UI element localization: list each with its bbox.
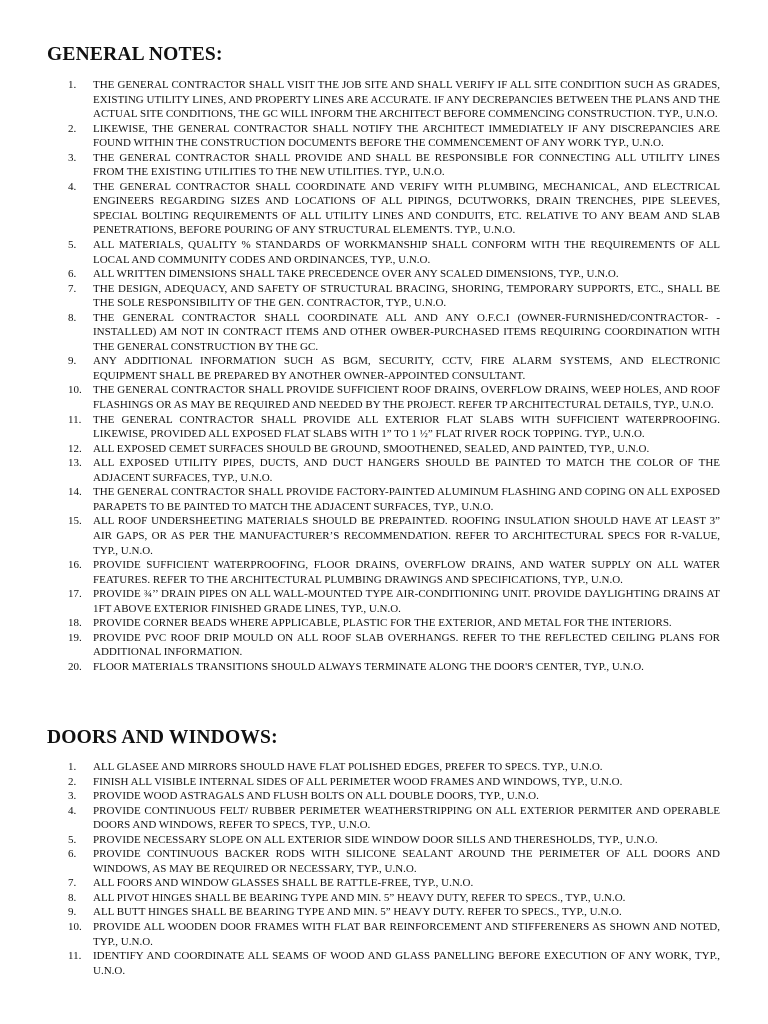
note-item (0, 456, 768, 485)
note-item (0, 267, 768, 282)
note-number: 3. (68, 790, 77, 803)
note-text: ALL GLASEE AND MIRRORS SHOULD HAVE FLAT POLISHED EDGES, PREFER TO SPECS. TYP., U.N.O. (93, 761, 603, 773)
note-number: 7. (68, 282, 77, 295)
note-text: THE GENERAL CONTRACTOR SHALL PROVIDE SUFFICIENT ROOF DRAINS, OVERFLOW DRAINS, WEEP HOLES, AND ROOF FLASHINGS OR AS MAY BE REQUIRED AND NEEDED BY THE PROJECT. REFER TP ARCHITECTURAL DETAILS, TYP., U.N.O. (93, 384, 720, 412)
note-item (0, 311, 768, 355)
note-item (0, 833, 768, 848)
note-text: PROVIDE PVC ROOF DRIP MOULD ON ALL ROOF SLAB OVERHANGS. REFER TO THE REFLECTED CEILING PLANS FOR ADDITIONAL INFORMATION. (93, 631, 720, 659)
note-text: ALL WRITTEN DIMENSIONS SHALL TAKE PRECEDENCE OVER ANY SCALED DIMENSIONS, TYP., U.N.O. (93, 268, 619, 281)
note-number: 1. (68, 79, 77, 91)
note-number: 4. (68, 804, 77, 817)
note-text: PROVIDE CONTINUOUS BACKER RODS WITH SILICONE SEALANT AROUND THE PERIMETER OF ALL DOORS AND WINDOWS, AS MAY BE REQUIRED OR NECESSARY, TYP., U.N.O. (93, 848, 720, 875)
note-text: ALL EXPOSED CEMET SURFACES SHOULD BE GROUND, SMOOTHENED, SEALED, AND PAINTED, TYP., U.N.O. (93, 442, 650, 455)
note-number: 9. (68, 906, 77, 919)
note-number: 10. (68, 384, 82, 397)
note-text: THE GENERAL CONTRACTOR SHALL VISIT THE JOB SITE AND SHALL VERIFY IF ALL SITE CONDITION SUCH AS GRADES, EXISTING UTILITY LINES, AND PROPERTY LINES ARE ACCURATE. IF ANY DECREPANCIES BETWEEN THE PLANS AND THE ACTUAL SITE CONDITIONS, THE GC WILL INFORM THE ARCHITECT BEFORE COMMENCING CONSTRUCTION. TYP., U.N.O. (93, 79, 720, 121)
note-item (0, 558, 768, 587)
note-number: 8. (68, 891, 77, 904)
note-item (0, 587, 768, 616)
note-text: ALL ROOF UNDERSHEETING MATERIALS SHOULD BE PREPAINTED. ROOFING INSULATION SHOULD HAVE AT LEAST 3” AIR GAPS, OR AS PER THE MANUFACTURER’S RECOMMENDATION. REFER TO ARCHITECTURAL SPECS FOR R-VALUE, TYP., U.N.O. (93, 515, 720, 557)
note-number: 19. (68, 631, 82, 644)
doors-windows-list (0, 760, 768, 978)
note-text: IDENTIFY AND COORDINATE ALL SEAMS OF WOOD AND GLASS PANELLING BEFORE EXECUTION OF ANY WORK, TYP., U.N.O. (93, 950, 720, 977)
note-number: 11. (68, 950, 82, 963)
note-item (0, 616, 768, 631)
note-text: LIKEWISE, THE GENERAL CONTRACTOR SHALL NOTIFY THE ARCHITECT IMMEDIATELY IF ANY DISCREPANCIES ARE FOUND WITHIN THE CONSTRUCTION DOCUMENTS BEFORE THE COMMENCEMENT OF ANY WORK TYP., U.N.O. (93, 122, 720, 150)
note-item (0, 760, 768, 775)
note-item (0, 78, 768, 122)
note-text: PROVIDE WOOD ASTRAGALS AND FLUSH BOLTS ON ALL DOUBLE DOORS, TYP., U.N.O. (93, 790, 539, 803)
note-text: ALL PIVOT HINGES SHALL BE BEARING TYPE AND MIN. 5” HEAVY DUTY, REFER TO SPECS., TYP., U.N.O. (93, 891, 626, 904)
note-item (0, 413, 768, 442)
note-number: 2. (68, 775, 77, 788)
note-item (0, 789, 768, 804)
note-item (0, 354, 768, 383)
doors-windows-heading: DOORS AND WINDOWS: (47, 727, 278, 748)
note-item (0, 660, 768, 675)
note-number: 7. (68, 877, 77, 890)
note-text: ANY ADDITIONAL INFORMATION SUCH AS BGM, SECURITY, CCTV, FIRE ALARM SYSTEMS, AND ELECTRONIC EQUIPMENT SHALL BE PREPARED BY ANOTHER OWNER-APPOINTED CONSULTANT. (93, 355, 720, 382)
note-number: 17. (68, 588, 82, 601)
note-number: 14. (68, 486, 82, 499)
note-text: PROVIDE ALL WOODEN DOOR FRAMES WITH FLAT BAR REINFORCEMENT AND STIFFERENERS AS SHOWN AND NOTED, TYP., U.N.O. (93, 921, 720, 948)
note-item (0, 514, 768, 558)
note-item (0, 180, 768, 238)
note-item (0, 920, 768, 949)
note-number: 3. (68, 151, 77, 164)
note-number: 15. (68, 515, 82, 528)
note-text: THE GENERAL CONTRACTOR SHALL COORDINATE ALL AND ANY O.F.C.I (OWNER-FURNISHED/CONTRACTOR- - INSTALLED) AM NOT IN CONTRACT ITEMS AND OTHER OWBER-PURCHASED ITEMS REQUIRING COORDINATION WITH THE GENERAL CONSTRUCTION BY THE GC. (93, 311, 720, 353)
note-number: 12. (68, 442, 82, 455)
note-number: 5. (68, 239, 77, 252)
note-item (0, 905, 768, 920)
note-text: FINISH ALL VISIBLE INTERNAL SIDES OF ALL PERIMETER WOOD FRAMES AND WINDOWS, TYP., U.N.O. (93, 775, 623, 788)
note-number: 2. (68, 122, 77, 135)
note-item (0, 891, 768, 906)
note-number: 16. (68, 559, 82, 572)
note-number: 9. (68, 355, 77, 368)
note-text: THE DESIGN, ADEQUACY, AND SAFETY OF STRUCTURAL BRACING, SHORING, TEMPORARY SUPPORTS, ETC., SHALL BE THE SOLE RESPONSIBILITY OF THE GEN. CONTRACTOR, TYP., U.N.O. (93, 282, 720, 310)
note-text: THE GENERAL CONTRACTOR SHALL COORDINATE AND VERIFY WITH PLUMBING, MECHANICAL, AND ELECTRICAL ENGINEERS REGARDING SIZES AND LOCATIONS OF ALL PIPINGS, DCUTWORKS, DRAIN TRENCHES, PIPE SLEEVES, SPECIAL BOLTING REQUIREMENTS OF ALL UTILITY LINES AND CONDUITS, ETC. RELATIVE TO ANY BEAM AND SLAB PENETRATIONS, BEFORE POURING OF ANY STRUCTURAL ELEMENTS. TYP., U.N.O. (93, 180, 720, 237)
note-item (0, 847, 768, 876)
note-item (0, 151, 768, 180)
note-text: ALL FOORS AND WINDOW GLASSES SHALL BE RATTLE-FREE, TYP., U.N.O. (93, 877, 474, 890)
note-number: 10. (68, 921, 82, 934)
note-number: 4. (68, 180, 77, 193)
note-number: 6. (68, 268, 77, 281)
note-text: PROVIDE SUFFICIENT WATERPROOFING, FLOOR DRAINS, OVERFLOW DRAINS, AND WATER SUPPLY ON ALL WATER FEATURES. REFER TO THE ARCHITECTURAL PLUMBING DRAWINGS AND SPECIFICATIONS, TYP., U.N.O. (93, 559, 720, 586)
note-item (0, 282, 768, 311)
note-item (0, 804, 768, 833)
note-text: PROVIDE CONTINUOUS FELT/ RUBBER PERIMETER WEATHERSTRIPPING ON ALL EXTERIOR PERMITER AND OPERABLE DOORS AND WINDOWS, REFER TO SPECS, TYP., U.N.O. (93, 804, 720, 832)
note-text: FLOOR MATERIALS TRANSITIONS SHOULD ALWAYS TERMINATE ALONG THE DOOR'S CENTER, TYP., U.N.O. (93, 660, 644, 673)
note-item (0, 122, 768, 151)
note-number: 20. (68, 660, 82, 673)
note-text: PROVIDE NECESSARY SLOPE ON ALL EXTERIOR SIDE WINDOW DOOR SILLS AND THERESHOLDS, TYP., U.N.O. (93, 833, 658, 846)
note-number: 5. (68, 833, 77, 846)
note-item (0, 442, 768, 457)
note-text: ALL BUTT HINGES SHALL BE BEARING TYPE AND MIN. 5” HEAVY DUTY. REFER TO SPECS., TYP., U.N.O. (93, 906, 622, 919)
note-number: 1. (68, 761, 77, 773)
note-text: THE GENERAL CONTRACTOR SHALL PROVIDE FACTORY-PAINTED ALUMINUM FLASHING AND COPING ON ALL EXPOSED PARAPETS TO BE PAINTED TO MATCH THE ADJACENT SURFACES, TYP., U.N.O. (93, 486, 720, 513)
note-text: THE GENERAL CONTRACTOR SHALL PROVIDE AND SHALL BE RESPONSIBLE FOR CONNECTING ALL UTILITY LINES FROM THE EXISTING UTILITIES TO THE NEW UTILITIES. TYP., U.N.O. (93, 151, 720, 179)
note-item (0, 383, 768, 412)
note-item (0, 775, 768, 790)
note-item (0, 631, 768, 660)
general-notes-heading: GENERAL NOTES: (47, 44, 223, 65)
note-number: 8. (68, 311, 77, 324)
note-number: 6. (68, 848, 77, 861)
note-item (0, 876, 768, 891)
note-text: PROVIDE CORNER BEADS WHERE APPLICABLE, PLASTIC FOR THE EXTERIOR, AND METAL FOR THE INTERIORS. (93, 617, 672, 630)
note-item (0, 485, 768, 514)
note-number: 13. (68, 457, 82, 470)
note-number: 18. (68, 617, 82, 630)
note-text: ALL MATERIALS, QUALITY % STANDARDS OF WORKMANSHIP SHALL CONFORM WITH THE REQUIREMENTS OF ALL LOCAL AND COMMUNITY CODES AND ORDINANCES, TYP., U.N.O. (93, 239, 720, 266)
note-text: ALL EXPOSED UTILITY PIPES, DUCTS, AND DUCT HANGERS SHOULD BE PAINTED TO MATCH THE COLOR OF THE ADJACENT SURFACES, TYP., U.N.O. (93, 457, 720, 484)
note-item (0, 949, 768, 978)
note-number: 11. (68, 413, 82, 426)
note-item (0, 238, 768, 267)
general-notes-list (0, 78, 768, 674)
note-text: PROVIDE ¾’’ DRAIN PIPES ON ALL WALL-MOUNTED TYPE AIR-CONDITIONING UNIT. PROVIDE DAYLIGHTING DRAINS AT 1FT ABOVE EXTERIOR FINISHED GRADE LINES, TYP., U.N.O. (93, 588, 720, 615)
note-text: THE GENERAL CONTRACTOR SHALL PROVIDE ALL EXTERIOR FLAT SLABS WITH SUFFICIENT WATERPROOFING. LIKEWISE, PROVIDED ALL EXPOSED FLAT SLABS WITH 1” TO 1 ½” FLAT RIVER ROCK TOPPING. TYP., U.N.O. (93, 413, 720, 441)
